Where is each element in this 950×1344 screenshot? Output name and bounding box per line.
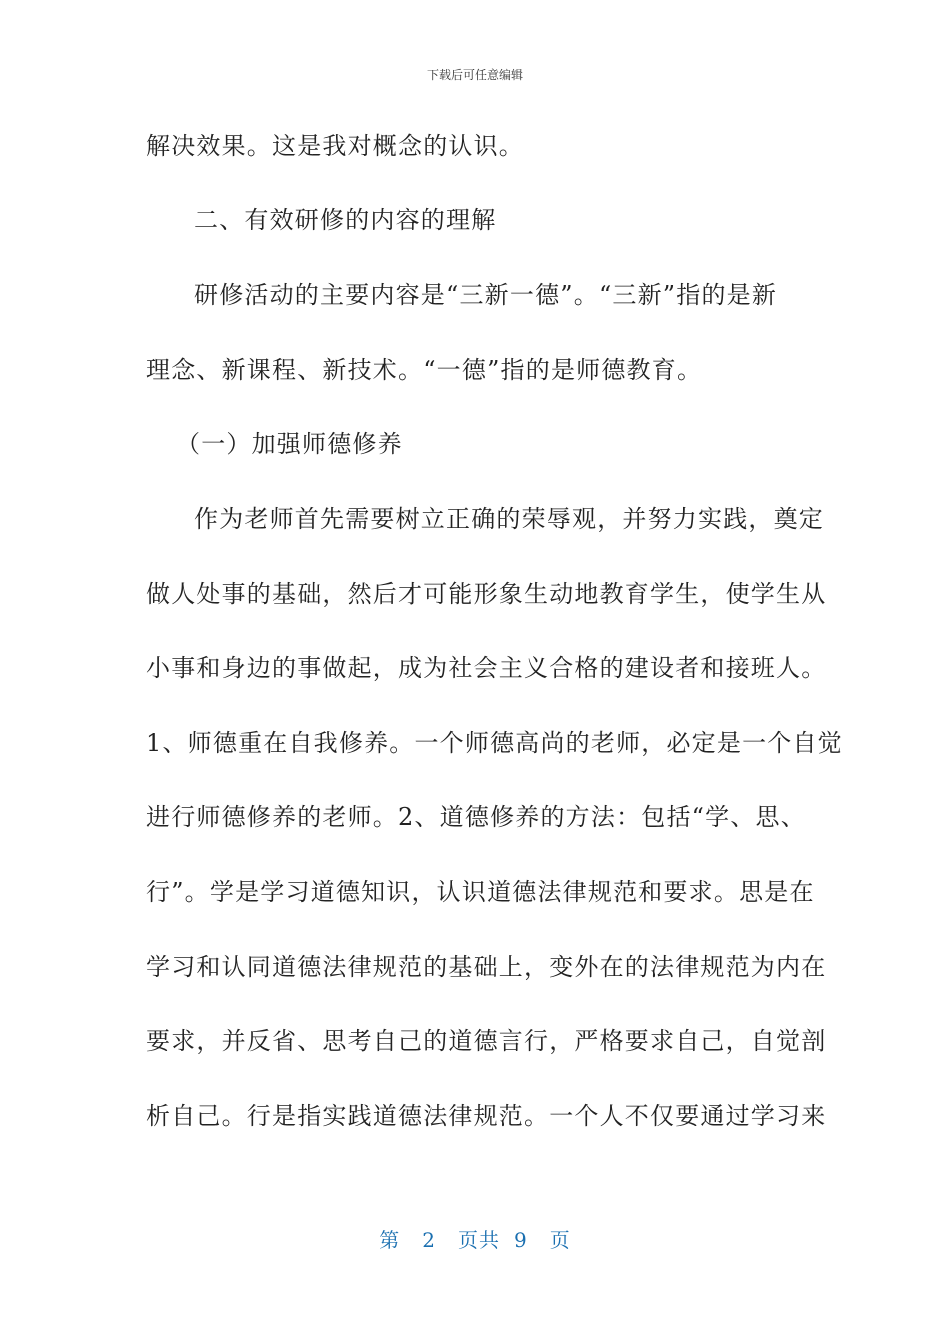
body-line: 学习和认同道德法律规范的基础上，变外在的法律规范为内在 xyxy=(146,953,827,981)
header-note: 下载后可任意编辑 xyxy=(426,68,523,82)
body-line: 要求，并反省、思考自己的道德言行，严格要求自己，自觉剖 xyxy=(146,1027,827,1055)
body-line: 进行师德修养的老师。2、道德修养的方法：包括“学、思、 xyxy=(146,803,806,831)
body-line: 析自己。行是指实践道德法律规范。一个人不仅要通过学习来 xyxy=(146,1102,827,1130)
body-line: 小事和身边的事做起，成为社会主义合格的建设者和接班人。 xyxy=(146,654,827,682)
body-line: 解决效果。这是我对概念的认识。 xyxy=(146,132,524,160)
body-line: 理念、新课程、新技术。“一德”指的是师德教育。 xyxy=(146,356,703,384)
section-heading: 二、有效研修的内容的理解 xyxy=(194,206,497,234)
footer-suffix: 页 xyxy=(549,1228,571,1252)
subsection-heading: （一）加强师德修养 xyxy=(176,430,403,458)
page-number-footer xyxy=(0,1224,950,1253)
body-line: 作为老师首先需要树立正确的荣辱观，并努力实践，奠定 xyxy=(194,505,824,533)
body-line: 行”。学是学习道德知识，认识道德法律规范和要求。思是在 xyxy=(146,878,815,906)
body-line: 研修活动的主要内容是“三新一德”。“三新”指的是新 xyxy=(194,281,778,309)
body-line: 1、师德重在自我修养。一个师德高尚的老师，必定是一个自觉 xyxy=(146,729,843,757)
footer-prefix: 第 xyxy=(379,1228,401,1252)
body-line: 做人处事的基础，然后才可能形象生动地教育学生，使学生从 xyxy=(146,580,827,608)
current-page-number: 2 xyxy=(422,1228,436,1252)
footer-middle: 页共 xyxy=(458,1228,500,1252)
total-pages-number: 9 xyxy=(514,1228,528,1252)
